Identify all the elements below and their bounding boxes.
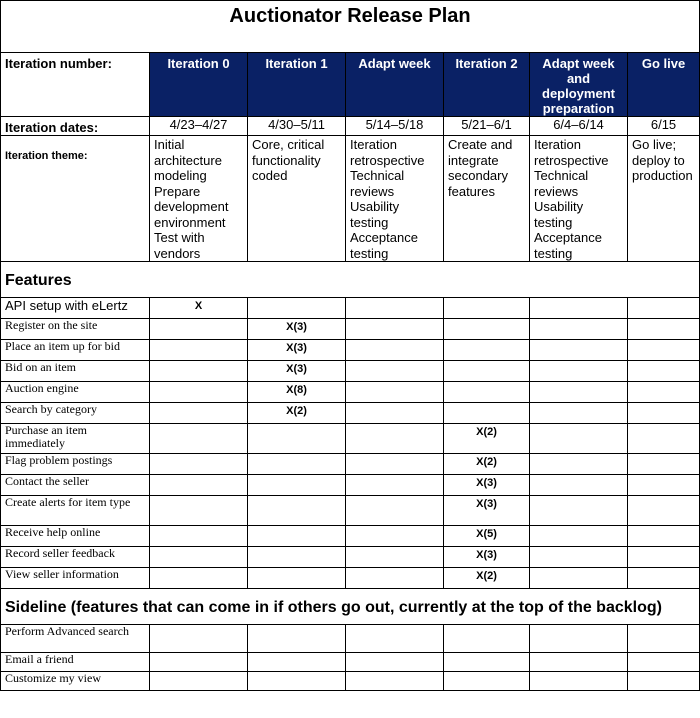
feature-mark (150, 526, 248, 547)
feature-name: API setup with eLertz (1, 298, 150, 319)
iteration-date: 5/21–6/1 (444, 117, 530, 136)
iteration-date: 4/30–5/11 (248, 117, 346, 136)
feature-name: Receive help online (1, 526, 150, 547)
feature-name: Bid on an item (1, 361, 150, 382)
feature-mark (346, 340, 444, 361)
iteration-theme: Core, critical functionality coded (248, 136, 346, 262)
feature-mark (530, 319, 628, 340)
feature-mark (346, 526, 444, 547)
feature-mark (248, 298, 346, 319)
feature-mark: X(2) (444, 454, 530, 475)
sideline-cell (248, 625, 346, 653)
feature-mark (628, 454, 700, 475)
sideline-cell (628, 653, 700, 672)
features-heading: Features (1, 262, 700, 298)
feature-mark (530, 424, 628, 454)
feature-row (1, 382, 700, 403)
feature-mark (248, 496, 346, 526)
feature-row (1, 475, 700, 496)
feature-mark (150, 361, 248, 382)
feature-row (1, 526, 700, 547)
feature-mark (444, 403, 530, 424)
sideline-cell (150, 653, 248, 672)
sideline-cell (346, 625, 444, 653)
feature-mark (628, 361, 700, 382)
feature-mark (530, 475, 628, 496)
feature-mark (150, 382, 248, 403)
feature-mark (248, 454, 346, 475)
feature-mark (346, 319, 444, 340)
feature-mark (628, 424, 700, 454)
feature-mark (530, 547, 628, 568)
sideline-cell (628, 625, 700, 653)
sideline-row (1, 653, 700, 672)
feature-mark (150, 319, 248, 340)
feature-row (1, 424, 700, 454)
feature-mark (248, 526, 346, 547)
iteration-header: Adapt week (346, 53, 444, 117)
page-title: Auctionator Release Plan (1, 1, 700, 53)
feature-mark (150, 454, 248, 475)
feature-mark: X(3) (248, 340, 346, 361)
feature-mark (444, 340, 530, 361)
feature-mark: X(2) (444, 568, 530, 589)
feature-name: Flag problem postings (1, 454, 150, 475)
feature-mark (628, 298, 700, 319)
feature-mark (346, 568, 444, 589)
feature-name: Contact the seller (1, 475, 150, 496)
sideline-cell (444, 672, 530, 691)
feature-mark (346, 403, 444, 424)
sideline-feature-name: Perform Advanced search (1, 625, 150, 653)
feature-mark (150, 496, 248, 526)
feature-mark (530, 403, 628, 424)
feature-mark (628, 340, 700, 361)
sideline-cell (530, 653, 628, 672)
sideline-cell (530, 672, 628, 691)
feature-mark (346, 382, 444, 403)
feature-mark: X(2) (248, 403, 346, 424)
iteration-date: 4/23–4/27 (150, 117, 248, 136)
feature-mark (444, 298, 530, 319)
feature-mark: X (150, 298, 248, 319)
feature-mark (628, 319, 700, 340)
feature-mark (248, 475, 346, 496)
sideline-cell (150, 625, 248, 653)
feature-mark: X(3) (444, 547, 530, 568)
sideline-feature-name: Customize my view (1, 672, 150, 691)
feature-row (1, 547, 700, 568)
feature-mark (150, 403, 248, 424)
iteration-header: Iteration 1 (248, 53, 346, 117)
feature-mark (346, 547, 444, 568)
feature-mark (530, 496, 628, 526)
feature-mark (150, 568, 248, 589)
feature-mark (346, 298, 444, 319)
iteration-theme: Go live; deploy to production (628, 136, 700, 262)
feature-row (1, 454, 700, 475)
feature-mark (530, 340, 628, 361)
feature-name: View seller information (1, 568, 150, 589)
iteration-theme: Initial architecture modeling Prepare development environment Test with vendors (150, 136, 248, 262)
sideline-cell (444, 653, 530, 672)
feature-mark (530, 526, 628, 547)
feature-mark (444, 382, 530, 403)
feature-name: Place an item up for bid (1, 340, 150, 361)
feature-mark (346, 454, 444, 475)
sideline-cell (444, 625, 530, 653)
feature-mark (530, 298, 628, 319)
iteration-theme: Iteration retrospective Technical reviews Usability testing Acceptance testing (530, 136, 628, 262)
feature-name: Search by category (1, 403, 150, 424)
feature-mark (150, 340, 248, 361)
iteration-header: Iteration 0 (150, 53, 248, 117)
feature-mark (628, 547, 700, 568)
sideline-row (1, 672, 700, 691)
feature-mark (150, 475, 248, 496)
feature-row (1, 298, 700, 319)
feature-mark (628, 496, 700, 526)
feature-mark (444, 361, 530, 382)
feature-mark: X(3) (444, 475, 530, 496)
feature-mark (628, 568, 700, 589)
feature-mark: X(3) (248, 319, 346, 340)
sideline-row (1, 625, 700, 653)
feature-mark (628, 382, 700, 403)
feature-mark (150, 547, 248, 568)
feature-mark (530, 454, 628, 475)
sideline-feature-name: Email a friend (1, 653, 150, 672)
feature-name: Create alerts for item type (1, 496, 150, 526)
feature-row (1, 340, 700, 361)
iteration-theme: Create and integrate secondary features (444, 136, 530, 262)
sideline-cell (248, 672, 346, 691)
feature-mark (346, 496, 444, 526)
iteration-header: Go live (628, 53, 700, 117)
iteration-theme-label: Iteration theme: (1, 136, 150, 262)
feature-row (1, 496, 700, 526)
feature-mark (444, 319, 530, 340)
feature-row (1, 568, 700, 589)
sideline-cell (150, 672, 248, 691)
sideline-cell (346, 653, 444, 672)
iteration-date: 5/14–5/18 (346, 117, 444, 136)
sideline-cell (346, 672, 444, 691)
iteration-date: 6/4–6/14 (530, 117, 628, 136)
sideline-heading: Sideline (features that can come in if others go out, currently at the top of the backlog) (1, 589, 700, 625)
sideline-cell (248, 653, 346, 672)
iteration-theme: Iteration retrospective Technical reviews Usability testing Acceptance testing (346, 136, 444, 262)
feature-mark: X(8) (248, 382, 346, 403)
iteration-date: 6/15 (628, 117, 700, 136)
feature-mark (346, 475, 444, 496)
feature-row (1, 361, 700, 382)
feature-name: Register on the site (1, 319, 150, 340)
feature-mark (628, 475, 700, 496)
feature-row (1, 403, 700, 424)
sideline-cell (628, 672, 700, 691)
feature-mark (248, 568, 346, 589)
feature-row (1, 319, 700, 340)
feature-mark (530, 361, 628, 382)
feature-mark (628, 526, 700, 547)
feature-mark (530, 382, 628, 403)
feature-mark (248, 547, 346, 568)
feature-mark: X(3) (248, 361, 346, 382)
feature-mark (530, 568, 628, 589)
feature-mark: X(5) (444, 526, 530, 547)
iteration-number-label: Iteration number: (1, 53, 150, 117)
feature-mark (628, 403, 700, 424)
feature-mark (346, 361, 444, 382)
feature-mark (150, 424, 248, 454)
feature-mark (248, 424, 346, 454)
iteration-header: Iteration 2 (444, 53, 530, 117)
feature-mark: X(2) (444, 424, 530, 454)
iteration-header: Adapt week and deployment preparation (530, 53, 628, 117)
feature-mark: X(3) (444, 496, 530, 526)
feature-name: Auction engine (1, 382, 150, 403)
iteration-dates-label: Iteration dates: (1, 117, 150, 136)
feature-name: Record seller feedback (1, 547, 150, 568)
feature-name: Purchase an item immediately (1, 424, 150, 454)
feature-mark (346, 424, 444, 454)
sideline-cell (530, 625, 628, 653)
